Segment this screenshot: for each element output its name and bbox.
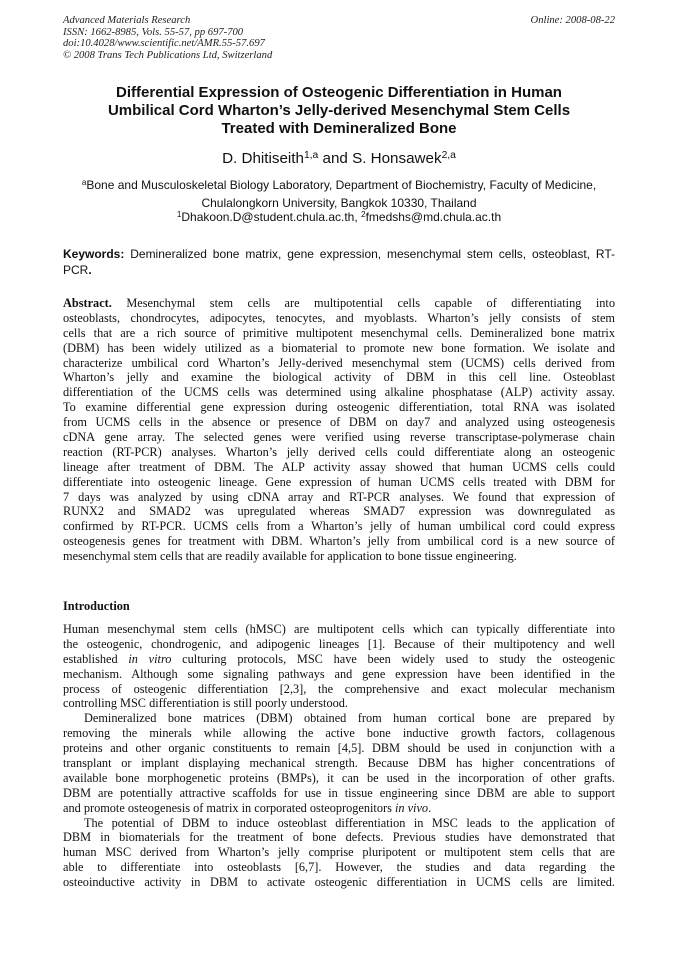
running-header [63, 15, 615, 61]
author-list [63, 150, 615, 167]
body-line: process of osteogenic differentiation [2,3], the comprehensive and exact molecular mechanism [63, 681, 615, 696]
copyright-line: © 2008 Trans Tech Publications Ltd, Switzerland [63, 49, 273, 61]
body-line: available bone morphogenetic proteins (BMPs), it can be used in the incorporation of other grafts. [63, 770, 615, 785]
title-line: Umbilical Cord Wharton’s Jelly-derived Mesenchymal Stem Cells [107, 102, 571, 119]
body-text: . [428, 800, 432, 815]
body-line: removing the minerals while allowing the active bone inductive growth factors, collagenous [63, 726, 615, 741]
online-date: Online: 2008-08-22 [530, 15, 615, 26]
keywords [63, 247, 615, 279]
body-line [63, 652, 615, 667]
doi-line: doi:10.4028/www.scientific.net/AMR.55-57.697 [63, 38, 265, 49]
body-line: able to differentiate into osteoblasts [6,7]. However, the studies and data regarding the [63, 860, 615, 875]
italic-term: in vivo [394, 800, 429, 815]
section-heading-introduction: Introduction [63, 599, 130, 613]
body-line: transplant or implant displaying mechanical strength. Because DBM has higher concentrations of [63, 756, 615, 771]
journal-name: Advanced Materials Research [63, 15, 191, 26]
body-line: controlling MSC differentiation is still poorly understood. [63, 696, 348, 711]
title-line: Differential Expression of Osteogenic Differentiation in Human [116, 84, 562, 101]
author-affiliation-marker: 1,a [303, 150, 319, 162]
abstract-line [63, 296, 615, 311]
affiliation-line: Chulalongkorn University, Bangkok 10330, Thailand [201, 196, 477, 210]
abstract-line: characterize umbilical cord Wharton’s Jelly-derived mesenchymal stem (UCMS) cells derived from [63, 355, 615, 370]
keywords-label: Keywords: [63, 247, 125, 261]
body-line: Demineralized bone matrices (DBM) obtained from human cortical bone are prepared by [84, 711, 615, 726]
author-connector: and [318, 150, 353, 167]
body-line: DBM are potentially attractive scaffolds for use in tissue engineering since DBM are able to support [63, 785, 615, 800]
abstract-line: Wharton’s jelly and examine the biological activity of DBM in this cell line. Osteoblast [63, 370, 615, 385]
introduction-body [63, 622, 615, 890]
affiliation [63, 177, 615, 211]
abstract-line: confirmed by RT-PCR. UCMS cells from a Wharton’s jelly of human umbilical cord could express [63, 519, 615, 534]
body-line: DBM in biomaterials for the treatment of bone defects. Previous studies have demonstrated that [63, 830, 615, 845]
abstract-line: osteogenesis genes for treatment with DBM. Wharton’s jelly from umbilical cord is a new source of [63, 534, 615, 549]
abstract-line: reaction (RT-PCR) analyses. Wharton’s jelly derived cells could differentiate along an osteogenic [63, 444, 615, 459]
title-line: Treated with Demineralized Bone [221, 120, 457, 137]
author-name: S. Honsawek [352, 150, 442, 167]
body-line [63, 801, 615, 816]
body-text: culturing protocols, MSC have been widely used to study the osteogenic [171, 651, 615, 666]
abstract-text: Mesenchymal stem cells are multipotential cells capable of differentiating into [111, 296, 615, 310]
paper-title [63, 84, 615, 138]
email-marker: 1 [176, 210, 182, 220]
abstract-line: differentiate into osteogenic lineage. Gene expression of human UCMS cells treated with DBM for [63, 474, 615, 489]
affiliation-line [63, 177, 615, 195]
abstract-line: mesenchymal stem cells that are readily available for application to bone tissue engineering. [63, 549, 517, 564]
body-line: The potential of DBM to induce osteoblast differentiation in MSC leads to the application of [84, 815, 615, 830]
body-text: and promote osteogenesis of matrix in corporated osteoprogenitors [63, 800, 395, 815]
abstract [63, 296, 615, 564]
abstract-line: (DBM) has been widely utilized as a biomaterial to promote new bone formation. We isolate and [63, 340, 615, 355]
affiliation-marker: a [81, 178, 87, 188]
abstract-line: cells that are a rich source of primitive multipotent mesenchymal cells. Demineralized bone matrix [63, 325, 615, 340]
abstract-label: Abstract. [63, 296, 112, 310]
author-affiliation-marker: 2,a [441, 150, 456, 162]
email-address[interactable]: fmedshs@md.chula.ac.th [365, 210, 502, 224]
body-line: proteins and other organic constituents to remain [4,5]. DBM should be used in conjunction with a [63, 741, 615, 756]
issn-line: ISSN: 1662-8985, Vols. 55-57, pp 697-700 [63, 26, 244, 38]
italic-term: in vitro [128, 651, 172, 666]
abstract-line: osteoblasts, chondrocytes, adipocytes, tenocytes, and myoblasts. Wharton’s jelly consists of stem [63, 310, 615, 325]
body-line: osteoinductive activity in DBM to activate osteogenic differentiation in UCMS cells are limited. [63, 875, 615, 890]
author-emails [63, 210, 615, 224]
author-name: D. Dhitiseith [222, 150, 304, 167]
body-line: the osteogenic, chondrogenic, and adipogenic lineages [1]. Because of their multipotency and well [63, 636, 615, 651]
abstract-line: from UCMS cells in the absence or presence of DBM on day7 and analyzed using osteogenesis [63, 415, 615, 430]
body-line: Human mesenchymal stem cells (hMSC) are multipotent cells which can typically differentiate into [63, 622, 615, 636]
body-line: mechanism. Although some signaling pathways and gene expression have been identified in the [63, 666, 615, 681]
body-line: human MSC derived from Wharton’s jelly comprise pluripotent or multipotent stem cells that are [63, 845, 615, 860]
body-text: established [63, 651, 129, 666]
abstract-line: cDNA gene array. The selected genes were verified using reverse transcriptase-polymerase chain [63, 430, 615, 445]
keywords-text: Demineralized bone matrix, gene expression, mesenchymal stem cells, osteoblast, RT-PCR [63, 247, 615, 277]
abstract-line: 7 days was analyzed by using cDNA array and RT-PCR analyses. We found that expression of [63, 489, 615, 504]
email-separator: , [354, 210, 362, 224]
abstract-line: lineage after treatment of DBM. The ALP activity assay showed that human UCMS cells could [63, 459, 615, 474]
abstract-line: To examine differential gene expression during osteogenic differentiation, total RNA was isolated [63, 400, 615, 415]
email-address[interactable]: Dhakoon.D@student.chula.ac.th [181, 210, 355, 224]
abstract-line: RUNX2 and SMAD2 was upregulated whereas SMAD7 expression was downregulated as [63, 504, 615, 519]
affiliation-text: Bone and Musculoskeletal Biology Laboratory, Department of Biochemistry, Faculty of Medicine, [86, 178, 597, 192]
abstract-line: differentiation of the UCMS cells was determined using alkaline phosphatase (ALP) activity assay. [63, 385, 615, 400]
keywords-end: . [88, 262, 92, 277]
email-marker: 2 [361, 210, 366, 220]
